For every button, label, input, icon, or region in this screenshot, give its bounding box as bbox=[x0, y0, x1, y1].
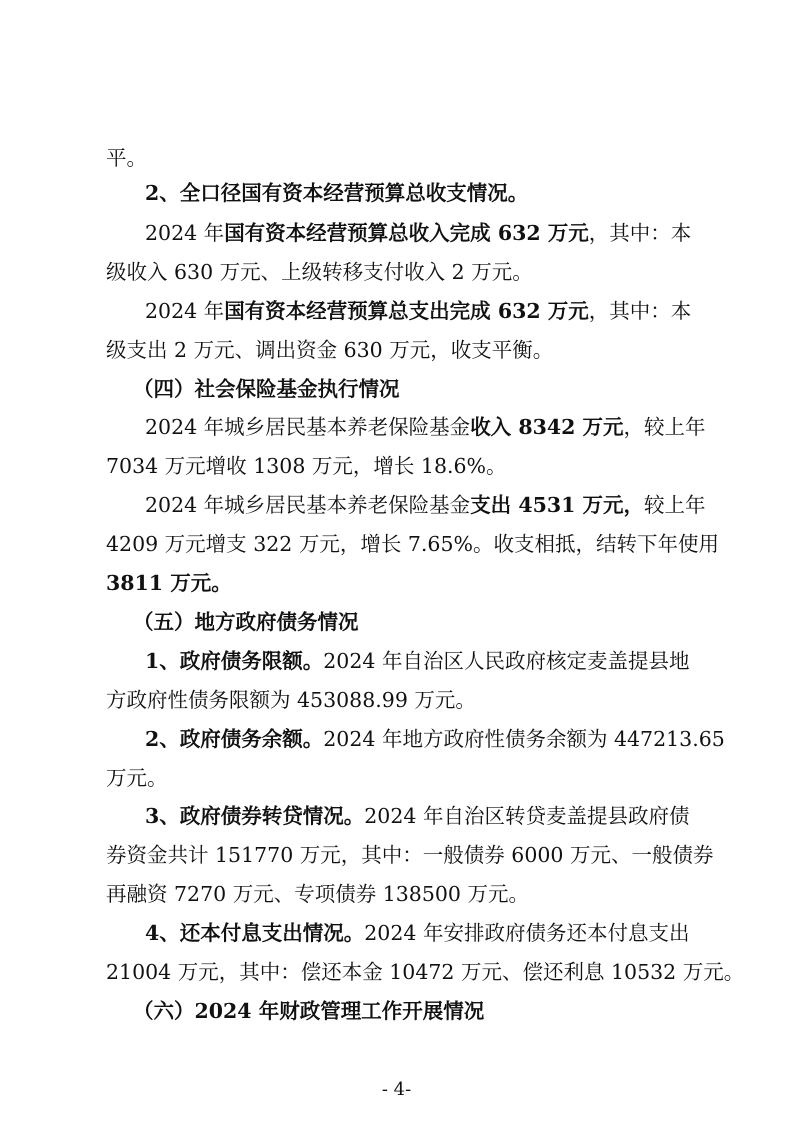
text-line bbox=[145, 219, 691, 247]
text-run: 平。 bbox=[106, 146, 147, 170]
text-run: 2024 年 bbox=[145, 299, 225, 323]
text-run: 2024 年自治区转贷麦盖提县政府债 bbox=[364, 804, 690, 828]
emphasis-text: 收入 8342 万元 bbox=[470, 415, 624, 439]
text-run: 万元。 bbox=[106, 766, 168, 790]
text-run: 2024 年 bbox=[145, 221, 225, 245]
text-run: （五）地方政府债务情况 bbox=[133, 610, 359, 634]
text-run: 7034 万元增收 1308 万元，增长 18.6%。 bbox=[106, 454, 507, 478]
text-line bbox=[106, 452, 507, 480]
text-line bbox=[145, 802, 689, 830]
text-line bbox=[145, 647, 689, 675]
text-line bbox=[106, 336, 553, 364]
emphasis-text: 国有资本经营预算总支出完成 632 万元 bbox=[224, 299, 589, 323]
text-run: 再融资 7270 万元、专项债券 138500 万元。 bbox=[106, 882, 529, 906]
text-line bbox=[145, 491, 706, 519]
text-run: 2024 年城乡居民基本养老保险基金 bbox=[145, 493, 471, 517]
text-line bbox=[145, 297, 691, 325]
text-run: ，其中：本 bbox=[588, 221, 692, 245]
text-run: 2024 年安排政府债务还本付息支出 bbox=[364, 921, 690, 945]
text-run: 4209 万元增支 322 万元，增长 7.65%。收支相抵，结转下年使用 bbox=[106, 532, 719, 556]
emphasis-text: 支出 4531 万元， bbox=[470, 493, 645, 517]
text-run: 方政府性债务限额为 453088.99 万元。 bbox=[106, 688, 476, 712]
text-line bbox=[106, 530, 719, 558]
text-run: 2024 年地方政府性债务余额为 447213.65 bbox=[323, 727, 725, 751]
text-line bbox=[106, 841, 714, 869]
section-heading bbox=[133, 375, 400, 403]
emphasis-text: 4、还本付息支出情况。 bbox=[145, 921, 365, 945]
text-line bbox=[106, 144, 147, 172]
text-line bbox=[145, 919, 689, 947]
text-run: 级收入 630 万元、上级转移支付收入 2 万元。 bbox=[106, 260, 533, 284]
section-heading bbox=[133, 608, 359, 636]
emphasis-text: 2、政府债务余额。 bbox=[145, 727, 324, 751]
text-run: 21004 万元，其中：偿还本金 10472 万元、偿还利息 10532 万元。 bbox=[106, 960, 745, 984]
text-run: ，其中：本 bbox=[588, 299, 692, 323]
text-line bbox=[106, 686, 476, 714]
section-heading bbox=[133, 997, 484, 1025]
emphasis-text: 3811 万元。 bbox=[106, 571, 232, 595]
section-heading bbox=[145, 179, 528, 207]
text-line bbox=[106, 958, 744, 986]
text-line bbox=[106, 258, 533, 286]
text-line bbox=[106, 764, 168, 792]
text-run: 2、全口径国有资本经营预算总收支情况。 bbox=[145, 181, 529, 205]
text-run: 级支出 2 万元、调出资金 630 万元，收支平衡。 bbox=[106, 338, 554, 362]
text-run: 较上年 bbox=[644, 493, 706, 517]
emphasis-text: 3、政府债券转贷情况。 bbox=[145, 804, 365, 828]
emphasis-text: 国有资本经营预算总收入完成 632 万元 bbox=[224, 221, 589, 245]
text-line bbox=[145, 725, 725, 753]
text-run: 2024 年自治区人民政府核定麦盖提县地 bbox=[323, 649, 690, 673]
emphasis-text: 1、政府债务限额。 bbox=[145, 649, 324, 673]
text-run: （六）2024 年财政管理工作开展情况 bbox=[133, 999, 485, 1023]
text-run: 券资金共计 151770 万元，其中：一般债券 6000 万元、一般债券 bbox=[106, 843, 714, 867]
text-line bbox=[106, 569, 232, 597]
page-number: - 4- bbox=[381, 1079, 412, 1100]
text-line bbox=[106, 880, 529, 908]
text-run: （四）社会保险基金执行情况 bbox=[133, 377, 400, 401]
text-line bbox=[145, 413, 706, 441]
text-run: 2024 年城乡居民基本养老保险基金 bbox=[145, 415, 471, 439]
text-run: ，较上年 bbox=[623, 415, 706, 439]
